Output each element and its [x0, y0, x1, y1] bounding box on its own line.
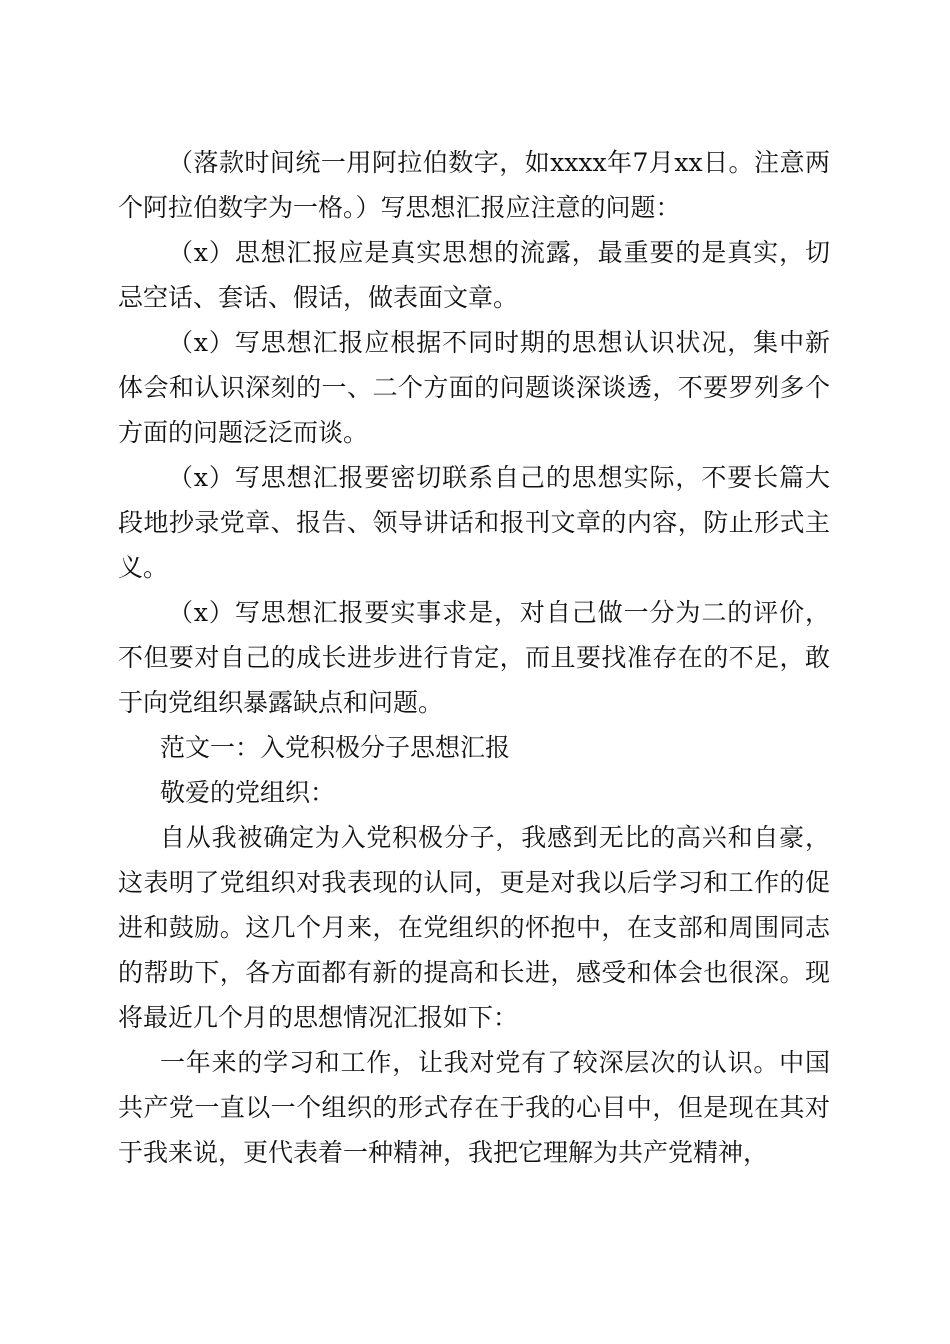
sample-title: 范文一：入党积极分子思想汇报	[160, 733, 511, 762]
salutation: 敬爱的党组织：	[160, 778, 336, 807]
paragraph-intro: 自从我被确定为入党积极分子，我感到无比的高兴和自豪，这表明了党组织对我表现的认同，更是对我以后学习和工作的促进和鼓励。这几个月来，在党组织的怀抱中，在支部和周围同志的帮助下，各方面都有新的提高和长进，感受和体会也很深。现将最近几个月的思想情况汇报如下：	[118, 823, 830, 1032]
document-body	[118, 140, 830, 1175]
paragraph-point-practical: （x）写思想汇报要密切联系自己的思想实际，不要长篇大段地抄录党章、报告、领导讲话和报刊文章的内容，防止形式主义。	[118, 463, 830, 582]
paragraph-understanding: 一年来的学习和工作，让我对党有了较深层次的认识。中国共产党一直以一个组织的形式存在于我的心目中，但是现在其对于我来说，更代表着一种精神，我把它理解为共产党精神，	[118, 1048, 830, 1167]
paragraph-point-truthful: （x）思想汇报应是真实思想的流露，最重要的是真实，切忌空话、套话、假话，做表面文章。	[118, 238, 830, 312]
paragraph-point-objective: （x）写思想汇报要实事求是，对自己做一分为二的评价，不但要对自己的成长进步进行肯定，而且要找准存在的不足，敢于向党组织暴露缺点和问题。	[118, 598, 830, 717]
paragraph-date-format-note: （落款时间统一用阿拉伯数字，如xxxx年7月xx日。注意两个阿拉伯数字为一格。）写思想汇报应注意的问题：	[118, 148, 830, 222]
paragraph-point-focus: （x）写思想汇报应根据不同时期的思想认识状况，集中新体会和认识深刻的一、二个方面的问题谈深谈透，不要罗列多个方面的问题泛泛而谈。	[118, 328, 830, 447]
